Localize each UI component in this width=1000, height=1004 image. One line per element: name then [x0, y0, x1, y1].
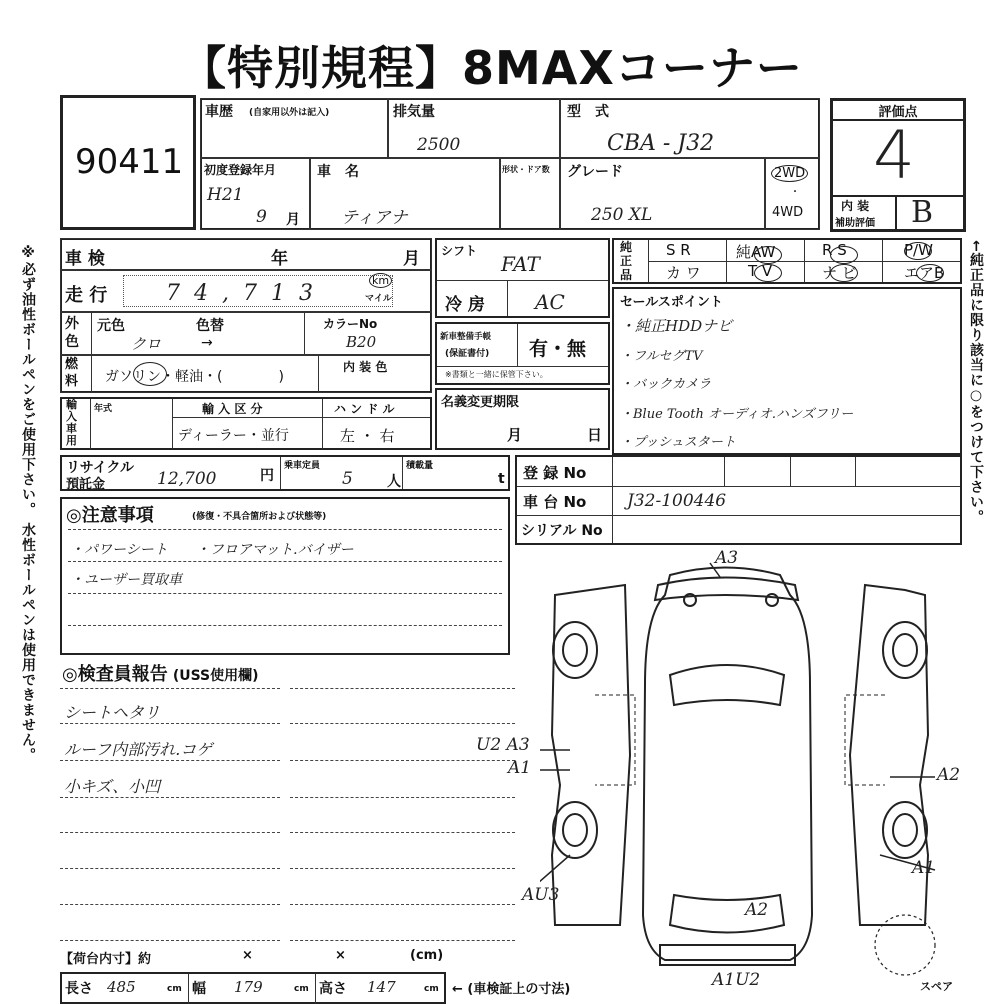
drive-2wd: 2WD — [771, 165, 808, 182]
displacement-label: 排気量 — [393, 104, 435, 120]
import-row — [60, 397, 432, 450]
handle-options: 左 ・ 右 — [340, 427, 395, 445]
sales-point: ・バックカメラ — [620, 377, 712, 392]
import-category-label: 輸 入 区 分 — [202, 402, 263, 416]
mileage-label: 走 行 — [65, 285, 108, 306]
genuine-airbag: エアB — [904, 264, 945, 282]
damage-mark: A2 — [745, 900, 769, 920]
genuine-kawa: カ ワ — [666, 264, 701, 282]
width-label: 幅 — [192, 981, 206, 997]
exterior-label: 外色 — [65, 316, 79, 350]
genuine-label: 純正品 — [620, 240, 633, 282]
car-damage-diagram — [540, 555, 990, 985]
drive-dot: ・ — [790, 187, 800, 198]
model-code-value: CBA - J32 — [607, 131, 715, 156]
manual-block — [435, 322, 610, 385]
car-name-value: ティアナ — [341, 208, 408, 228]
fuel-options: ガソリン・軽油・( ) — [105, 369, 284, 385]
sales-point: ・Blue Tooth オーディオ.ハンズフリー — [620, 407, 854, 422]
inspection-label: 車 検 — [65, 249, 105, 269]
lot-number: 90411 — [75, 142, 184, 182]
name-change-block — [435, 388, 610, 450]
length-unit: cm — [167, 984, 182, 994]
inspector-line: シートヘタリ — [64, 703, 161, 722]
name-change-day: 日 — [587, 426, 603, 444]
damage-mark: A1 — [508, 758, 532, 778]
interior-color-label: 内 装 色 — [343, 360, 388, 374]
registration-table — [515, 455, 962, 545]
drive-cell — [765, 158, 820, 230]
car-body-outline — [643, 568, 812, 961]
dimensions-table — [60, 972, 446, 1004]
inspector-sub: (USS使用欄) — [172, 668, 259, 684]
inspector-header — [62, 660, 259, 686]
capacity-unit: 人 — [387, 474, 401, 490]
recycle-deposit-label: 預託金 — [66, 477, 106, 492]
first-reg-cell — [200, 158, 310, 230]
notes-label: ◎注意事項 — [66, 505, 154, 526]
inspector-line: ルーフ内部汚れ.コゲ — [64, 740, 213, 759]
orig-color-label: 元色 — [97, 318, 125, 334]
score-label: 評価点 — [833, 101, 963, 121]
sales-points-box — [612, 287, 962, 455]
reg-no-label: 登 録 No — [523, 464, 587, 482]
grade-cell — [560, 158, 765, 230]
damage-mark: A2 — [937, 765, 961, 785]
note-line: ・パワーシート ・フロアマット.バイザー — [70, 542, 354, 558]
mileage-unit-km: km — [369, 273, 392, 288]
interior-value: B — [911, 195, 934, 230]
mileage-value: 74,713 — [166, 281, 327, 306]
sales-point: ・フルセグTV — [620, 349, 703, 364]
cargo-unit: (cm) — [410, 948, 444, 963]
note-line: ・ユーザー買取車 — [70, 572, 182, 588]
damage-mark: A1U2 — [712, 970, 761, 990]
model-code-cell — [560, 98, 820, 158]
car-name-cell — [310, 158, 500, 230]
capacity-value: 5 — [342, 469, 353, 489]
fuel-label: 燃料 — [65, 357, 79, 389]
damage-mark: A1 — [912, 858, 936, 878]
height-unit: cm — [424, 984, 439, 994]
ac-label: 冷 房 — [445, 295, 485, 315]
first-reg-label: 初度登録年月 — [204, 163, 277, 177]
yen-unit: 円 — [260, 468, 274, 484]
history-cell — [200, 98, 388, 158]
recycle-row — [60, 455, 510, 491]
genuine-rs: R S — [822, 241, 847, 259]
manual-sub: (保証書付) — [445, 349, 490, 359]
arrow-icon: → — [201, 335, 213, 351]
genuine-tv: T V — [748, 262, 773, 280]
name-change-label: 名義変更期限 — [441, 395, 520, 410]
cargo-label: 【荷台内寸】約 — [60, 952, 152, 967]
import-category-options: ディーラー・並行 — [178, 428, 289, 444]
damage-mark: A3 — [715, 548, 739, 568]
displacement-value: 2500 — [417, 135, 461, 155]
name-change-month: 月 — [507, 426, 523, 444]
dims-note: ← (車検証上の寸法) — [452, 982, 571, 997]
sales-point: ・純正HDDナビ — [620, 317, 733, 335]
manual-label: 新車整備手帳 — [440, 332, 492, 342]
model-code-label: 型 式 — [567, 104, 609, 120]
capacity-label: 乗車定員 — [284, 461, 321, 471]
windshield — [670, 665, 784, 705]
page-title: 【特別規程】8MAXコーナー — [180, 41, 803, 95]
cargo-x: × — [335, 948, 346, 963]
genuine-navi: ナ ビ — [822, 264, 857, 282]
mileage-row — [60, 270, 432, 312]
recycle-label: リサイクル — [66, 460, 135, 476]
lot-box — [60, 95, 196, 230]
color-no-label: カラーNo — [323, 317, 378, 331]
load-unit: t — [498, 471, 505, 487]
damage-mark: U2 A3 — [476, 735, 530, 755]
damage-mark: AU3 — [522, 885, 560, 905]
ac-value: AC — [535, 290, 565, 314]
inspection-month: 月 — [403, 249, 420, 269]
month-unit: 月 — [286, 212, 300, 228]
sales-points-label: セールスポイント — [620, 295, 723, 310]
first-reg-year: H21 — [207, 185, 244, 205]
serial-label: シリアル No — [521, 523, 603, 539]
chassis-label: 車 台 No — [523, 493, 587, 511]
color-change-label: 色替 — [196, 318, 224, 334]
score-box — [830, 98, 966, 232]
side-note-left: ※必ず油性ボールペンをご使用下さい。 水性ボールペンは使用できません。 — [20, 245, 36, 763]
shift-ac-block — [435, 238, 610, 318]
genuine-sr: S R — [666, 241, 691, 259]
handle-label: ハ ン ド ル — [334, 402, 395, 416]
manual-options: 有・無 — [529, 338, 587, 360]
drive-4wd: 4WD — [772, 205, 804, 220]
shift-label: シフト — [441, 244, 478, 258]
import-label: 輸入車用 — [66, 398, 77, 447]
interior-label: 内 装 — [841, 199, 870, 213]
score-value: 4 — [873, 117, 915, 194]
notes-box — [60, 497, 510, 655]
car-name-label: 車 名 — [317, 164, 359, 180]
load-label: 積載量 — [406, 461, 434, 471]
genuine-parts-grid — [612, 238, 962, 284]
history-note: (自家用以外は記入) — [249, 108, 330, 118]
import-year-label: 年式 — [94, 404, 113, 414]
left-side-panel — [552, 585, 630, 925]
first-reg-month: 9 — [256, 207, 267, 227]
genuine-pw: P/W — [904, 241, 933, 259]
genuine-aw: 純AW — [736, 243, 776, 261]
displacement-cell — [388, 98, 560, 158]
history-label: 車歴 — [205, 104, 233, 120]
notes-sub: (修復・不具合箇所および状態等) — [192, 512, 327, 522]
spare-label: スペア — [920, 980, 953, 993]
cargo-x: × — [242, 948, 253, 963]
interior-sub: 補助評価 — [835, 218, 875, 229]
orig-color-value: クロ — [131, 335, 162, 353]
fuel-row — [60, 355, 432, 393]
grade-label: グレード — [567, 164, 623, 180]
manual-note: ※書類と一緒に保管下さい。 — [445, 370, 548, 379]
inspection-year: 年 — [271, 249, 288, 269]
chassis-value: J32-100446 — [627, 491, 727, 511]
width-unit: cm — [294, 984, 309, 994]
width-value: 179 — [234, 978, 263, 996]
inspection-row — [60, 238, 432, 270]
side-note-right: ←純正品に限り該当に○をつけて下さい。 — [968, 240, 984, 525]
body-doors-cell — [500, 158, 560, 230]
length-label: 長さ — [65, 981, 93, 997]
grade-value: 250 XL — [591, 205, 653, 225]
body-doors-label: 形状・ドア数 — [502, 165, 550, 174]
shift-value: FAT — [501, 252, 540, 276]
sales-point: ・プッシュスタート — [620, 435, 736, 450]
color-no-value: B20 — [346, 333, 377, 351]
inspector-line: 小キズ、小凹 — [64, 777, 161, 796]
height-label: 高さ — [319, 981, 347, 997]
length-value: 485 — [107, 978, 136, 996]
height-value: 147 — [367, 978, 396, 996]
exterior-row — [60, 312, 432, 355]
mileage-unit-mile: マイル — [365, 294, 392, 304]
inspector-label: ◎検査員報告 — [62, 664, 168, 685]
recycle-value: 12,700 — [157, 469, 217, 489]
